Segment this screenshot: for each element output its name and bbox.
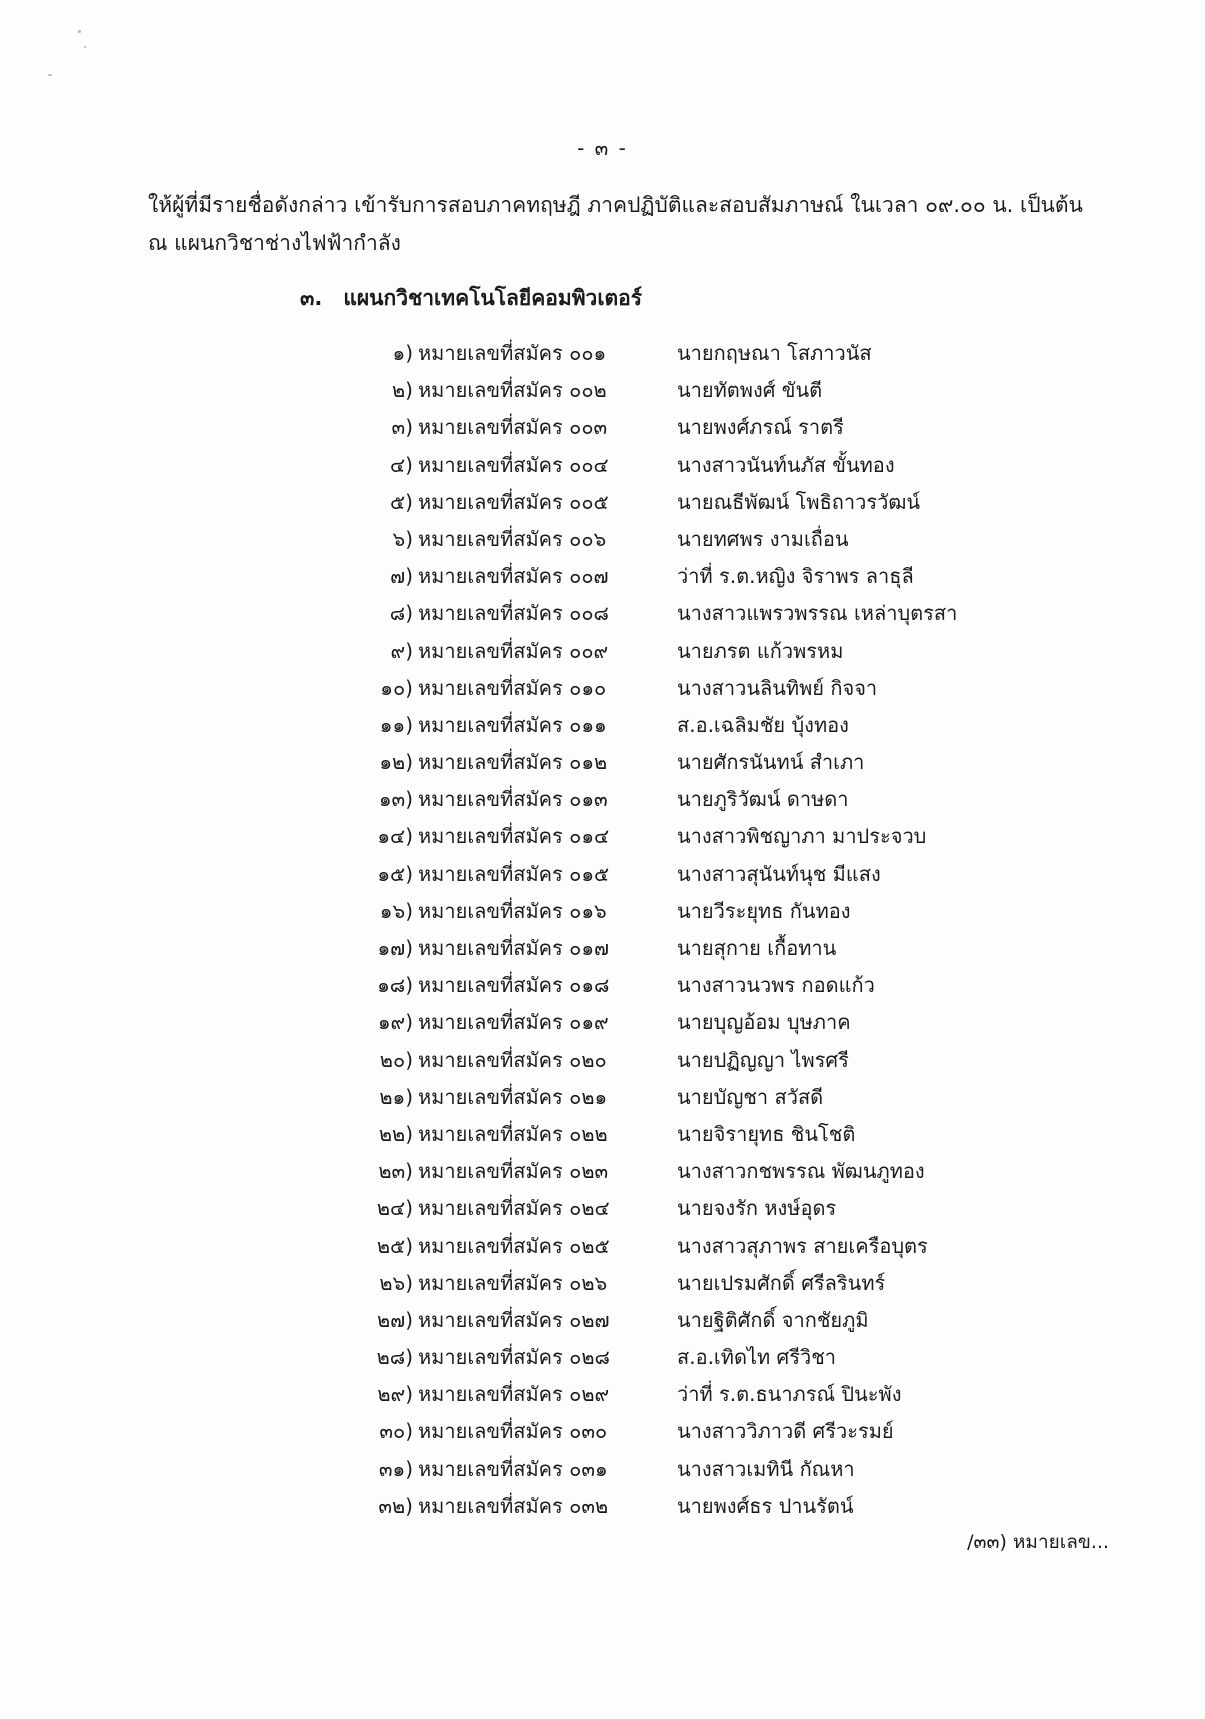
section-number: ๓. <box>300 286 323 310</box>
applicant-code: ๐๓๐ <box>569 1419 608 1444</box>
applicant-code: ๐๒๐ <box>569 1047 607 1072</box>
applicant-label-text: หมายเลขที่สมัคร <box>418 452 563 477</box>
applicant-code: ๐๒๔ <box>569 1196 610 1221</box>
applicant-label-text: หมายเลขที่สมัคร <box>418 564 563 589</box>
applicant-name: นางสาวแพรวพรรณ เหล่าบุตรสา <box>677 601 958 626</box>
applicant-name: นายณธีพัฒน์ โพธิถาวรวัฒน์ <box>677 489 921 514</box>
applicant-row <box>0 1490 1205 1527</box>
applicant-label-text: หมายเลขที่สมัคร <box>418 973 563 998</box>
scan-speck <box>84 46 86 48</box>
applicant-label-text: หมายเลขที่สมัคร <box>418 489 563 514</box>
continuation-note: /๓๓) หมายเลข... <box>967 1531 1109 1553</box>
applicant-code: ๐๑๖ <box>569 898 607 923</box>
applicant-row <box>0 635 1205 672</box>
applicant-row <box>0 1118 1205 1155</box>
applicant-index: ๒๔) <box>376 1196 413 1221</box>
applicant-name: นายภรต แก้วพรหม <box>677 638 844 663</box>
applicant-index: ๒๐) <box>379 1047 413 1072</box>
applicant-row <box>0 783 1205 820</box>
applicant-index: ๒๙) <box>377 1382 413 1407</box>
applicant-row <box>0 337 1205 374</box>
applicant-code: ๐๐๘ <box>569 601 609 626</box>
applicant-row <box>0 1341 1205 1378</box>
applicant-number-label <box>418 1490 608 1522</box>
applicant-index: ๑) <box>392 341 413 365</box>
applicant-number-label <box>418 858 609 890</box>
applicant-label-text: หมายเลขที่สมัคร <box>418 638 563 663</box>
applicant-label-text: หมายเลขที่สมัคร <box>418 526 563 551</box>
applicant-number-label <box>418 635 608 667</box>
applicant-code: ๐๐๖ <box>569 526 607 551</box>
applicant-name: นายเปรมศักดิ์ ศรีลรินทร์ <box>677 1270 886 1295</box>
scan-speck <box>48 74 52 76</box>
applicant-name: นางสาวพิชญาภา มาประจวบ <box>677 824 927 849</box>
applicant-name: นางสาวนันท์นภัส ขั้นทอง <box>677 452 895 477</box>
applicant-row <box>0 895 1205 932</box>
applicant-index: ๓) <box>391 415 413 440</box>
applicant-label-text: หมายเลขที่สมัคร <box>418 1493 563 1518</box>
applicant-number-label <box>418 1155 608 1187</box>
applicant-code: ๐๐๕ <box>569 489 609 514</box>
applicant-number-label <box>418 1230 610 1262</box>
applicant-number-label <box>418 597 609 629</box>
applicant-list <box>0 337 1205 1527</box>
applicant-code: ๐๐๗ <box>569 564 609 589</box>
applicant-name: นายกฤษณา โสภาวนัส <box>677 341 872 365</box>
applicant-code: ๐๑๔ <box>569 824 610 849</box>
applicant-number-label <box>418 1081 607 1113</box>
applicant-code: ๐๑๗ <box>569 936 610 960</box>
applicant-number-label <box>418 1192 610 1224</box>
applicant-index: ๑๕) <box>377 861 413 886</box>
applicant-name: นายปฏิญญา ไพรศรี <box>677 1047 849 1072</box>
applicant-index: ๑๓) <box>378 787 413 812</box>
applicant-index: ๑๒) <box>379 750 413 775</box>
applicant-name: นายสุกาย เกื้อทาน <box>677 936 837 960</box>
applicant-row <box>0 932 1205 969</box>
applicant-code: ๐๒๒ <box>569 1121 608 1146</box>
applicant-row <box>0 449 1205 486</box>
applicant-code: ๐๑๘ <box>569 973 610 998</box>
applicant-number-label <box>418 1006 609 1038</box>
applicant-code: ๐๒๑ <box>569 1084 608 1109</box>
applicant-label-text: หมายเลขที่สมัคร <box>418 712 563 737</box>
applicant-row <box>0 523 1205 560</box>
applicant-number-label <box>418 1415 607 1447</box>
applicant-name: ส.อ.เฉลิมชัย บุ้งทอง <box>677 712 849 737</box>
applicant-index: ๒๒) <box>378 1121 413 1146</box>
applicant-name: นางสาวสุนันท์นุช มีแสง <box>677 861 881 886</box>
applicant-name: นายบุญอ้อม บุษภาค <box>677 1010 851 1035</box>
applicant-name: นางสาวสุภาพร สายเครือบุตร <box>677 1233 928 1258</box>
applicant-code: ๐๑๓ <box>569 787 608 812</box>
applicant-index: ๓๑) <box>378 1456 413 1481</box>
applicant-code: ๐๐๙ <box>569 638 609 663</box>
applicant-index: ๒๘) <box>376 1345 413 1370</box>
applicant-number-label <box>418 374 607 406</box>
applicant-code: ๐๓๒ <box>569 1493 609 1518</box>
applicant-number-label <box>418 411 607 443</box>
intro-line: ณ แผนกวิชาช่างไฟฟ้ากำลัง <box>148 231 401 255</box>
applicant-row <box>0 1304 1205 1341</box>
applicant-label-text: หมายเลขที่สมัคร <box>418 1196 563 1221</box>
applicant-label-text: หมายเลขที่สมัคร <box>418 1382 563 1407</box>
applicant-name: นายจงรัก หงษ์อุดร <box>677 1196 837 1221</box>
applicant-index: ๘) <box>389 601 413 626</box>
applicant-number-label <box>418 969 609 1001</box>
applicant-number-label <box>418 1044 607 1076</box>
applicant-label-text: หมายเลขที่สมัคร <box>418 1047 563 1072</box>
applicant-index: ๒๗) <box>376 1307 413 1332</box>
applicant-number-label <box>418 746 607 778</box>
applicant-row <box>0 709 1205 746</box>
applicant-row <box>0 1155 1205 1192</box>
applicant-code: ๐๐๓ <box>569 415 608 440</box>
applicant-index: ๑๘) <box>377 973 413 998</box>
applicant-row <box>0 1006 1205 1043</box>
applicant-index: ๖) <box>392 526 413 551</box>
applicant-code: ๐๒๕ <box>569 1233 610 1258</box>
applicant-row <box>0 560 1205 597</box>
applicant-name: นางสาววิภาวดี ศรีวะรมย์ <box>677 1419 894 1444</box>
applicant-label-text: หมายเลขที่สมัคร <box>418 1010 563 1035</box>
applicant-label-text: หมายเลขที่สมัคร <box>418 378 563 403</box>
applicant-row <box>0 1044 1205 1081</box>
applicant-label-text: หมายเลขที่สมัคร <box>418 415 563 440</box>
applicant-label-text: หมายเลขที่สมัคร <box>418 1307 563 1332</box>
applicant-number-label <box>418 486 609 518</box>
applicant-code: ๐๓๑ <box>569 1456 608 1481</box>
applicant-label-text: หมายเลขที่สมัคร <box>418 675 563 700</box>
applicant-row <box>0 672 1205 709</box>
applicant-label-text: หมายเลขที่สมัคร <box>418 936 563 960</box>
applicant-number-label <box>418 1118 608 1150</box>
applicant-name: นายทัตพงศ์ ขันตี <box>677 378 823 403</box>
applicant-index: ๑๗) <box>377 936 413 960</box>
applicant-number-label <box>418 932 609 964</box>
applicant-index: ๒๖) <box>379 1270 413 1295</box>
applicant-number-label <box>418 1378 609 1410</box>
applicant-code: ๐๐๑ <box>569 341 607 365</box>
applicant-label-text: หมายเลขที่สมัคร <box>418 601 563 626</box>
applicant-name: ว่าที่ ร.ต.ธนาภรณ์ ปินะพัง <box>677 1382 902 1407</box>
applicant-row <box>0 858 1205 895</box>
intro-paragraph <box>148 186 1108 262</box>
applicant-label-text: หมายเลขที่สมัคร <box>418 824 563 849</box>
applicant-number-label <box>418 1267 607 1299</box>
applicant-number-label <box>418 523 606 555</box>
applicant-number-label <box>418 672 606 704</box>
applicant-index: ๙) <box>390 638 413 663</box>
applicant-name: นางสาวกชพรรณ พัฒนภูทอง <box>677 1159 925 1184</box>
applicant-row <box>0 411 1205 448</box>
applicant-index: ๓๐) <box>379 1419 413 1444</box>
applicant-name: นายพงศ์ภรณ์ ราตรี <box>677 415 844 440</box>
applicant-number-label <box>418 709 607 741</box>
applicant-row <box>0 1230 1205 1267</box>
applicant-number-label <box>418 337 606 369</box>
applicant-index: ๑๙) <box>377 1010 413 1035</box>
applicant-index: ๓๒) <box>378 1493 413 1518</box>
applicant-index: ๒๕) <box>376 1233 413 1258</box>
applicant-index: ๔) <box>390 452 413 477</box>
applicant-label-text: หมายเลขที่สมัคร <box>418 1270 563 1295</box>
applicant-row <box>0 1192 1205 1229</box>
applicant-label-text: หมายเลขที่สมัคร <box>418 1233 563 1258</box>
applicant-label-text: หมายเลขที่สมัคร <box>418 1419 563 1444</box>
applicant-code: ๐๑๒ <box>569 750 608 775</box>
applicant-row <box>0 1453 1205 1490</box>
applicant-code: ๐๒๘ <box>569 1345 610 1370</box>
applicant-code: ๐๒๓ <box>569 1159 609 1184</box>
applicant-number-label <box>418 895 607 927</box>
applicant-index: ๑๐) <box>380 675 413 700</box>
applicant-label-text: หมายเลขที่สมัคร <box>418 1084 563 1109</box>
applicant-label-text: หมายเลขที่สมัคร <box>418 861 563 886</box>
applicant-row <box>0 1081 1205 1118</box>
applicant-code: ๐๑๑ <box>569 712 607 737</box>
section-title: แผนกวิชาเทคโนโลยีคอมพิวเตอร์ <box>343 286 643 310</box>
applicant-name: นายฐิติศักดิ์ จากชัยภูมิ <box>677 1307 869 1332</box>
applicant-number-label <box>418 449 609 481</box>
applicant-index: ๑๖) <box>379 898 413 923</box>
applicant-index: ๒๓) <box>378 1159 413 1184</box>
applicant-index: ๒๑) <box>379 1084 413 1109</box>
applicant-code: ๐๑๐ <box>569 675 607 700</box>
applicant-name: นางสาวนลินทิพย์ กิจจา <box>677 675 878 700</box>
applicant-number-label <box>418 560 609 592</box>
applicant-index: ๕) <box>390 489 413 514</box>
applicant-number-label <box>418 783 608 815</box>
applicant-number-label <box>418 1453 608 1485</box>
applicant-label-text: หมายเลขที่สมัคร <box>418 1345 563 1370</box>
applicant-name: นายศักรนันทน์ สำเภา <box>677 750 865 775</box>
applicant-number-label <box>418 1341 610 1373</box>
applicant-code: ๐๒๖ <box>569 1270 608 1295</box>
applicant-index: ๒) <box>392 378 413 403</box>
applicant-row <box>0 746 1205 783</box>
applicant-code: ๐๐๒ <box>569 378 607 403</box>
applicant-index: ๑๔) <box>377 824 413 849</box>
page-number: - ๓ - <box>577 136 628 160</box>
applicant-row <box>0 597 1205 634</box>
applicant-index: ๗) <box>390 564 413 589</box>
applicant-row <box>0 1415 1205 1452</box>
applicant-name: ว่าที่ ร.ต.หญิง จิราพร ลาธุลี <box>677 564 914 589</box>
applicant-name: ส.อ.เทิดไท ศรีวิชา <box>677 1345 837 1370</box>
applicant-label-text: หมายเลขที่สมัคร <box>418 1159 563 1184</box>
applicant-label-text: หมายเลขที่สมัคร <box>418 750 563 775</box>
applicant-code: ๐๐๔ <box>569 452 609 477</box>
applicant-name: นายทศพร งามเถื่อน <box>677 526 849 551</box>
applicant-row <box>0 820 1205 857</box>
applicant-label-text: หมายเลขที่สมัคร <box>418 1456 563 1481</box>
applicant-label-text: หมายเลขที่สมัคร <box>418 787 563 812</box>
applicant-name: นายบัญชา สวัสดี <box>677 1084 824 1109</box>
applicant-row <box>0 486 1205 523</box>
applicant-label-text: หมายเลขที่สมัคร <box>418 898 563 923</box>
applicant-name: นายพงศ์ธร ปานรัตน์ <box>677 1493 854 1518</box>
applicant-code: ๐๒๗ <box>569 1307 610 1332</box>
applicant-row <box>0 1267 1205 1304</box>
applicant-code: ๐๒๙ <box>569 1382 610 1407</box>
applicant-row <box>0 1378 1205 1415</box>
applicant-label-text: หมายเลขที่สมัคร <box>418 1121 563 1146</box>
section-heading <box>300 282 642 315</box>
applicant-row <box>0 969 1205 1006</box>
applicant-name: นางสาวเมทินี กัณหา <box>677 1456 855 1481</box>
applicant-code: ๐๑๙ <box>569 1010 609 1035</box>
applicant-name: นายจิรายุทธ ชินโชติ <box>677 1121 856 1146</box>
applicant-row <box>0 374 1205 411</box>
scan-speck <box>78 30 81 33</box>
applicant-number-label <box>418 820 609 852</box>
applicant-name: นางสาวนวพร กอดแก้ว <box>677 973 875 998</box>
applicant-code: ๐๑๕ <box>569 861 610 886</box>
applicant-index: ๑๑) <box>379 712 413 737</box>
applicant-number-label <box>418 1304 610 1336</box>
applicant-label-text: หมายเลขที่สมัคร <box>418 341 563 365</box>
applicant-name: นายวีระยุทธ กันทอง <box>677 898 851 923</box>
intro-line: ให้ผู้ที่มีรายชื่อดังกล่าว เข้ารับการสอบภาคทฤษฎี ภาคปฏิบัติและสอบสัมภาษณ์ ในเวลา ๐๙.๐๐ น. เป็นต้น <box>148 193 1083 217</box>
applicant-name: นายภูริวัฒน์ ดาษดา <box>677 787 849 812</box>
